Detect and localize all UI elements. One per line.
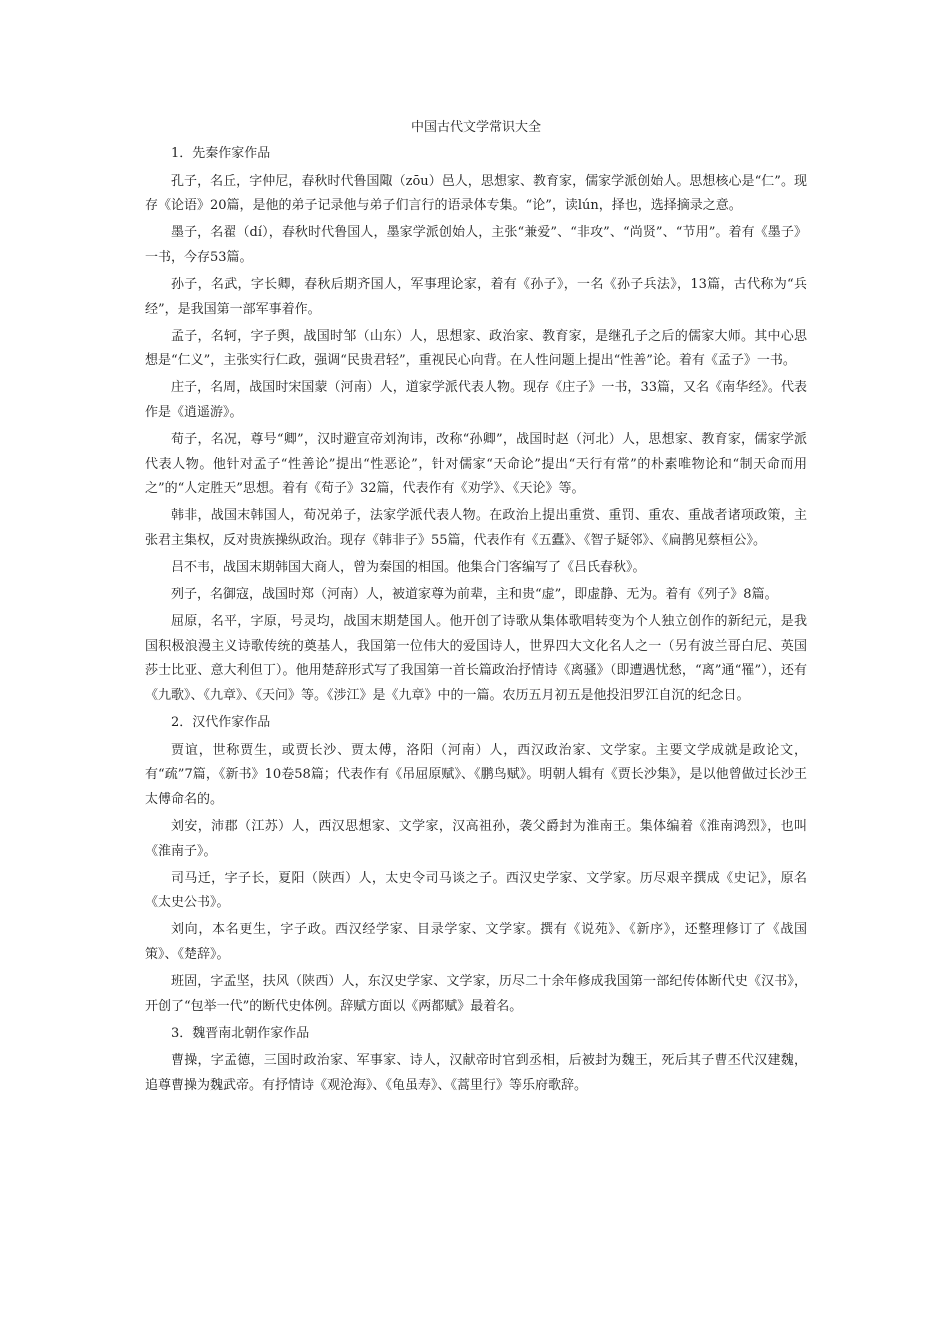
- paragraph-liu-xiang: 刘向，本名更生，字子政。西汉经学家、目录学家、文学家。撰有《说苑》、《新序》，还整理修订了《战国策》、《楚辞》。: [145, 922, 807, 962]
- paragraph-confucius: 孔子，名丘，字仲尼，春秋时代鲁国陬（zōu）邑人，思想家、教育家，儒家学派创始人。思想核心是“仁”。现存《论语》20篇，是他的弟子记录他与弟子们言行的语录体专集。“论”，读lún，择也，选择摘录之意。: [145, 173, 807, 214]
- section-pre-qin: [145, 142, 807, 709]
- paragraph-qu-yuan: 屈原，名平，字原，号灵均，战国末期楚国人。他开创了诗歌从集体歌唱转变为个人独立创作的新纪元，是我国积极浪漫主义诗歌传统的奠基人，我国第一位伟大的爱国诗人，世界四大文化名人之一（另有波兰哥白尼、英国莎士比亚、意大利但丁）。他用楚辞形式写了我国第一首长篇政治抒情诗《离骚》（即遭遇忧愁，“离”通“罹”），还有《九歌》、《九章》、《天问》等。《涉江》是《九章》中的一篇。农历五月初五是他投汨罗江自沉的纪念日。: [145, 614, 807, 703]
- paragraph-mozi: 墨子，名翟（dí），春秋时代鲁国人，墨家学派创始人，主张“兼爱”、“非攻”、“尚贤”、“节用”。着有《墨子》一书，今存53篇。: [145, 225, 807, 265]
- section-han: [145, 711, 807, 1019]
- paragraph-zhuangzi: 庄子，名周，战国时宋国蒙（河南）人，道家学派代表人物。现存《庄子》一书，33篇，又名《南华经》。代表作是《逍遥游》。: [145, 380, 807, 420]
- section-wei-jin: [145, 1022, 807, 1099]
- paragraph-mencius: 孟子，名轲，字子舆，战国时邹（山东）人，思想家、政治家、教育家，是继孔子之后的儒家大师。其中心思想是“仁义”，主张实行仁政，强调“民贵君轻”，重视民心向背。在人性问题上提出“性善”论。着有《孟子》一书。: [145, 328, 807, 369]
- section-heading: 2．汉代作家作品: [171, 715, 271, 731]
- section-heading: 3．魏晋南北朝作家作品: [171, 1025, 310, 1041]
- paragraph-ban-gu: 班固，字孟坚，扶风（陕西）人，东汉史学家、文学家，历尽二十余年修成我国第一部纪传体断代史《汉书》，开创了“包举一代”的断代史体例。辞赋方面以《两都赋》最着名。: [145, 974, 807, 1014]
- paragraph-liezi: 列子，名御寇，战国时郑（河南）人，被道家尊为前辈，主和贵“虚”，即虚静、无为。着有《列子》8篇。: [171, 587, 778, 603]
- paragraph-hanfei: 韩非，战国末韩国人，荀况弟子，法家学派代表人物。在政治上提出重赏、重罚、重农、重战者诸项政策，主张君主集权，反对贵族操纵政治。现存《韩非子》55篇，代表作有《五蠹》、《智子疑邻》、《扁鹊见蔡桓公》。: [145, 508, 807, 548]
- paragraph-lu-buwei: 吕不韦，战国末期韩国大商人，曾为秦国的相国。他集合门客编写了《吕氏春秋》。: [171, 560, 646, 575]
- paragraph-sima-qian: 司马迁，字子长，夏阳（陕西）人，太史令司马谈之子。西汉史学家、文学家。历尽艰辛撰成《史记》，原名《太史公书》。: [145, 870, 807, 911]
- paragraph-cao-cao: 曹操，字孟德，三国时政治家、军事家、诗人，汉献帝时官到丞相，后被封为魏王，死后其子曹丕代汉建魏，追尊曹操为魏武帝。有抒情诗《观沧海》、《龟虽寿》、《蒿里行》等乐府歌辞。: [145, 1053, 807, 1093]
- paragraph-jia-yi: 贾谊，世称贾生，或贾长沙、贾太傅，洛阳（河南）人，西汉政治家、文学家。主要文学成就是政论文，有“疏”7篇，《新书》10卷58篇；代表作有《吊屈原赋》、《鹏鸟赋》。明朝人辑有《贾长沙集》，是以他曾做过长沙王太傅命名的。: [145, 742, 807, 807]
- section-heading: 1．先秦作家作品: [171, 146, 271, 161]
- paragraph-sunzi: 孙子，名武，字长卿，春秋后期齐国人，军事理论家，着有《孙子》，一名《孙子兵法》，13篇，古代称为“兵经”，是我国第一部军事着作。: [145, 276, 807, 317]
- paragraph-xunzi: 荀子，名况，尊号“卿”，汉时避宣帝刘洵讳，改称“孙卿”，战国时赵（河北）人，思想家、教育家，儒家学派代表人物。他针对孟子“性善论”提出“性恶论”，针对儒家“天命论”提出“天行有常”的朴素唯物论和“制天命而用之”的“人定胜天”思想。着有《荀子》32篇，代表作有《劝学》、《天论》等。: [145, 432, 807, 497]
- document-page: [145, 116, 807, 1101]
- document-title: 中国古代文学常识大全: [410, 120, 541, 135]
- paragraph-liu-an: 刘安，沛郡（江苏）人，西汉思想家、文学家，汉高祖孙，袭父爵封为淮南王。集体编着《淮南鸿烈》，也叫《淮南子》。: [145, 818, 807, 859]
